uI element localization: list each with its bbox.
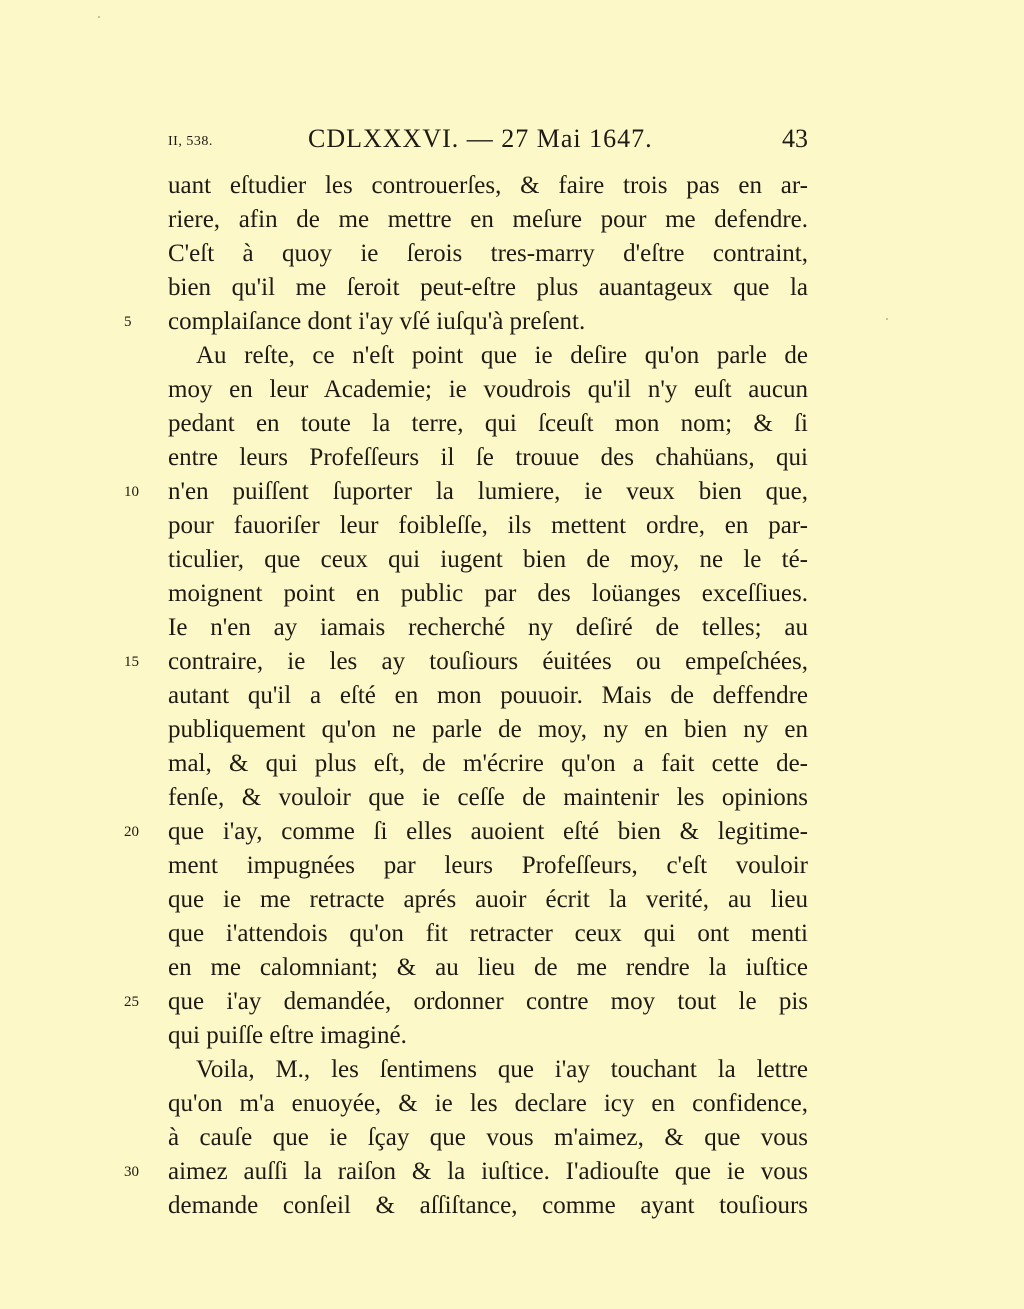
text-line: entre leurs Profeſſeurs il ſe trouue des chahüans, qui [168,444,808,471]
text-line: mal, & qui plus eſt, de m'écrire qu'on a fait cette de- [168,750,808,777]
text-line: uant eſtudier les controuerſes, & faire trois pas en ar- [168,172,808,199]
text-line: qui puiſſe eſtre imaginé. [168,1022,407,1049]
text-line: que i'ay, comme ſi elles auoient eſté bien & legitime- [168,818,808,845]
text-line: ment impugnées par leurs Profeſſeurs, c'eſt vouloir [168,852,808,879]
text-line: autant qu'il a eſté en mon pouuoir. Mais de deffendre [168,682,808,709]
text-line: en me calomniant; & au lieu de me rendre la iuſtice [168,954,808,981]
header-reference: II, 538. [168,134,213,149]
text-line: que i'ay demandée, ordonner contre moy tout le pis [168,988,808,1015]
line-number: 20 [124,824,139,840]
text-line: n'en puiſſent ſuporter la lumiere, ie veux bien que, [168,478,808,505]
text-line: pedant en toute la terre, qui ſceuſt mon nom; & ſi [168,410,808,437]
text-line: bien qu'il me ſeroit peut-eſtre plus auantageux que la [168,274,808,301]
paper-speck [886,318,888,320]
line-number: 25 [124,994,139,1010]
text-line: riere, afin de me mettre en meſure pour me defendre. [168,206,808,233]
text-line: complaiſance dont i'ay vſé iuſqu'à preſent. [168,308,586,335]
text-line: qu'on m'a enuoyée, & ie les declare icy en confidence, [168,1090,808,1117]
line-number: 30 [124,1164,139,1180]
text-line: ticulier, que ceux qui iugent bien de moy, ne le té- [168,546,808,573]
page-number: 43 [782,124,808,153]
line-number: 10 [124,484,139,500]
running-header [0,124,1024,164]
line-number: 15 [124,654,139,670]
paper-speck [98,16,100,18]
text-line: pour fauoriſer leur foibleſſe, ils mettent ordre, en par- [168,512,808,539]
text-line: publiquement qu'on ne parle de moy, ny en bien ny en [168,716,808,743]
text-line: Ie n'en ay iamais recherché ny deſiré de telles; au [168,614,808,641]
text-line: demande conſeil & aſſiſtance, comme ayant touſiours [168,1192,808,1219]
text-line: à cauſe que ie ſçay que vous m'aimez, & que vous [168,1124,808,1151]
text-line: contraire, ie les ay touſiours éuitées ou empeſchées, [168,648,808,675]
text-line: fenſe, & vouloir que ie ceſſe de maintenir les opinions [168,784,808,811]
text-line: moy en leur Academie; ie voudrois qu'il n'y euſt aucun [168,376,808,403]
text-line: que i'attendois qu'on fit retracter ceux qui ont menti [168,920,808,947]
text-line: aimez auſſi la raiſon & la iuſtice. I'adiouſte que ie vous [168,1158,808,1185]
header-title: CDLXXXVI. — 27 Mai 1647. [308,124,653,153]
text-line: moignent point en public par des loüanges exceſſiues. [168,580,808,607]
text-line: C'eſt à quoy ie ſerois tres-marry d'eſtre contraint, [168,240,808,267]
text-line: Voila, M., les ſentimens que i'ay touchant la lettre [196,1056,808,1083]
text-line: Au reſte, ce n'eſt point que ie deſire qu'on parle de [196,342,808,369]
line-number: 5 [124,314,132,330]
text-line: que ie me retracte aprés auoir écrit la verité, au lieu [168,886,808,913]
